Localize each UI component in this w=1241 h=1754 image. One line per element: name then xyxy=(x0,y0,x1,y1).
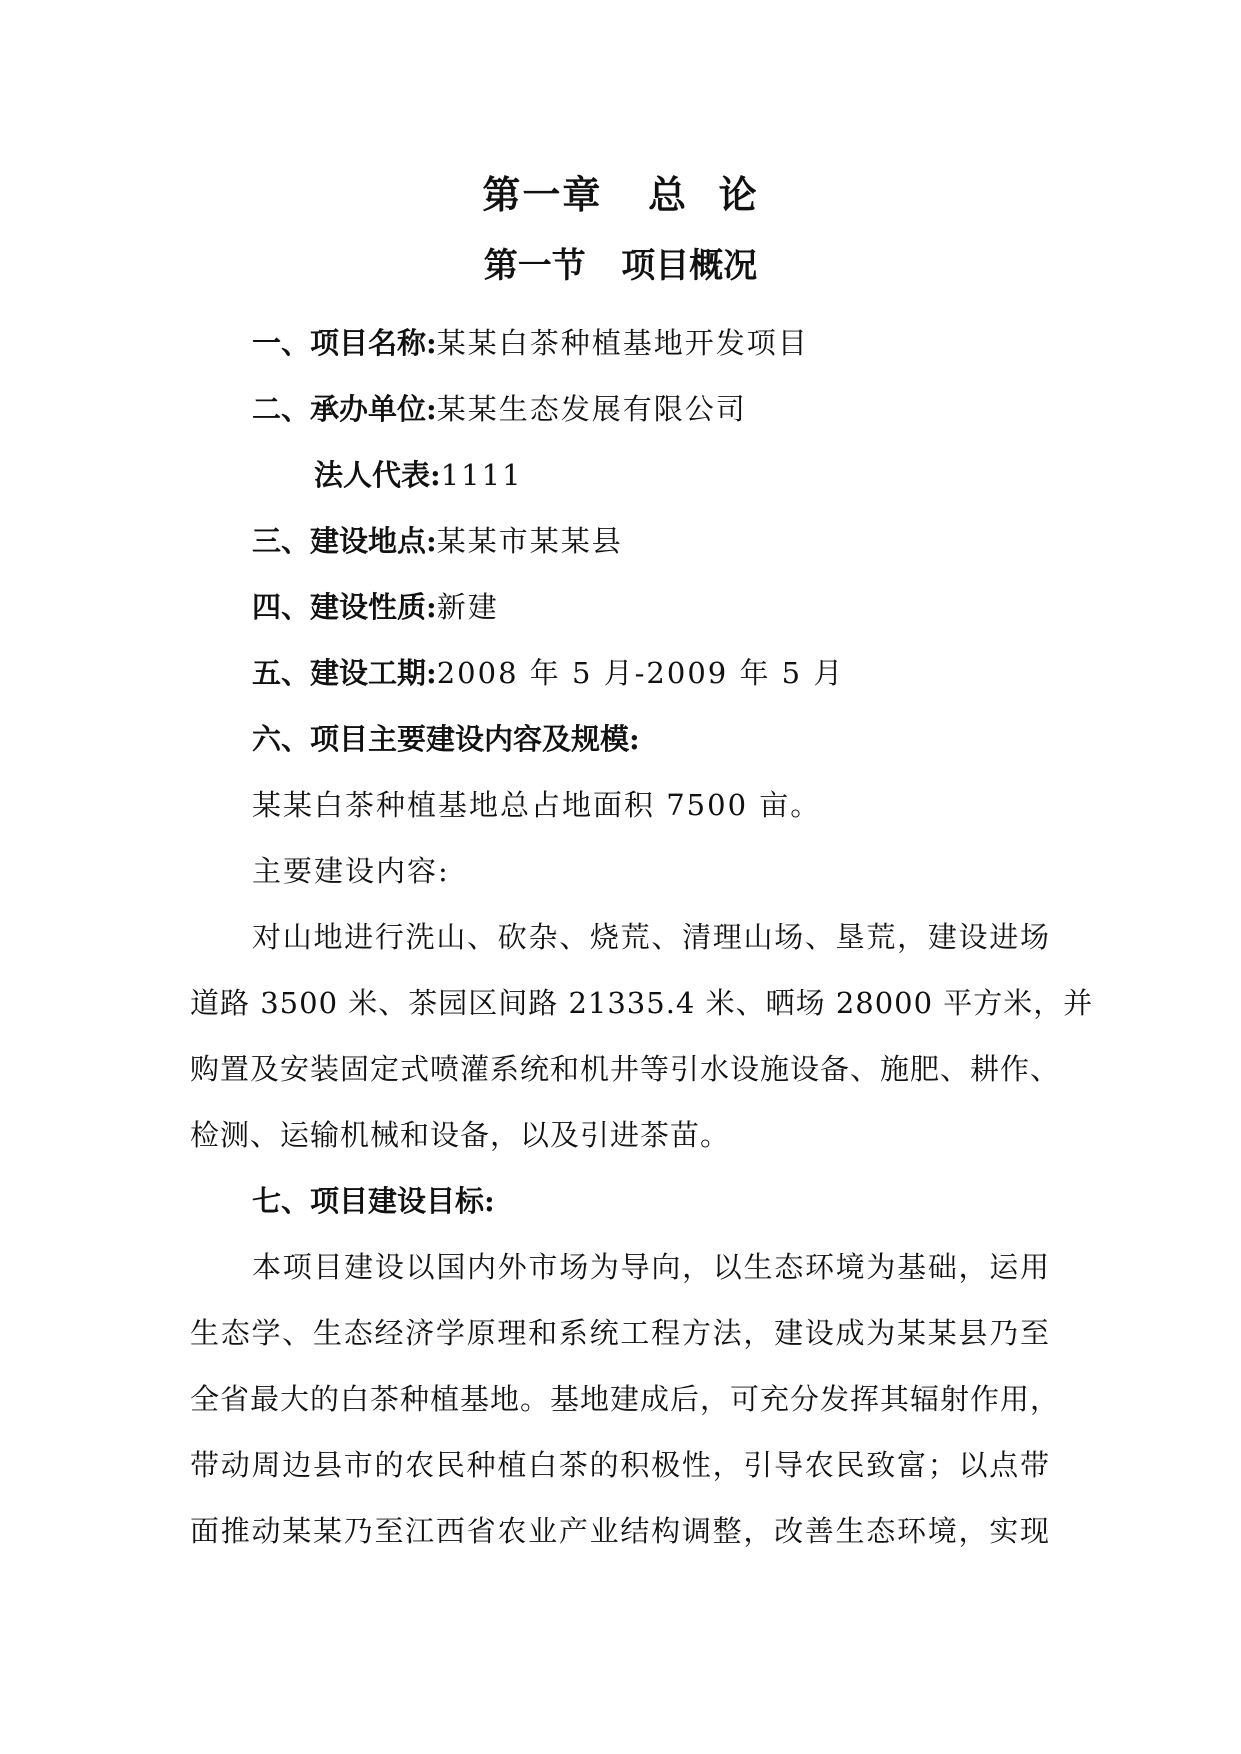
goal-heading xyxy=(252,1181,1112,1221)
item-scope-heading xyxy=(252,719,1112,759)
item-location xyxy=(252,521,1112,561)
chapter-title: 第一章 总 论 xyxy=(482,172,759,217)
item-value: 2008 年 5 月-2009 年 5 月 xyxy=(436,656,845,690)
goal-line: 生态学、生态经济学原理和系统工程方法，建设成为某某县乃至 xyxy=(190,1316,1050,1350)
content-heading: 主要建设内容: xyxy=(252,854,450,888)
item-project-name xyxy=(252,323,1112,363)
item-value: 1111 xyxy=(440,458,523,492)
item-value: 某某生态发展有限公司 xyxy=(436,392,747,426)
item-period xyxy=(252,653,1112,693)
goal-line: 本项目建设以国内外市场为导向，以生态环境为基础，运用 xyxy=(252,1250,1050,1284)
item-label: 二、承办单位: xyxy=(252,392,437,426)
content-line: 检测、运输机械和设备，以及引进茶苗。 xyxy=(190,1118,731,1152)
item-value: 某某白茶种植基地开发项目 xyxy=(436,326,809,360)
item-nature xyxy=(252,587,1112,627)
item-value: 某某市某某县 xyxy=(436,524,623,558)
item-label: 七、项目建设目标: xyxy=(252,1184,495,1218)
item-label: 法人代表: xyxy=(314,458,441,492)
item-value: 新建 xyxy=(436,590,499,624)
item-label: 一、项目名称: xyxy=(252,326,437,360)
scale-text: 某某白茶种植基地总占地面积 7500 亩。 xyxy=(252,788,822,822)
content-line: 对山地进行洗山、砍杂、烧荒、清理山场、垦荒，建设进场 xyxy=(252,920,1050,954)
goal-line: 全省最大的白茶种植基地。基地建成后，可充分发挥其辐射作用， xyxy=(190,1382,1061,1416)
content-line: 购置及安装固定式喷灌系统和机井等引水设施设备、施肥、耕作、 xyxy=(190,1052,1061,1086)
item-organizer xyxy=(252,389,1112,429)
goal-line: 面推动某某乃至江西省农业产业结构调整，改善生态环境，实现 xyxy=(190,1514,1050,1548)
item-label: 四、建设性质: xyxy=(252,590,437,624)
section-title: 第一节 项目概况 xyxy=(483,246,758,286)
item-label: 五、建设工期: xyxy=(252,656,437,690)
goal-line: 带动周边县市的农民种植白茶的积极性，引导农民致富；以点带 xyxy=(190,1448,1050,1482)
content-line: 道路 3500 米、茶园区间路 21335.4 米、晒场 28000 平方米，并 xyxy=(190,986,1094,1020)
item-label: 三、建设地点: xyxy=(252,524,437,558)
item-legal-representative xyxy=(314,455,1174,495)
item-label: 六、项目主要建设内容及规模: xyxy=(252,722,640,756)
